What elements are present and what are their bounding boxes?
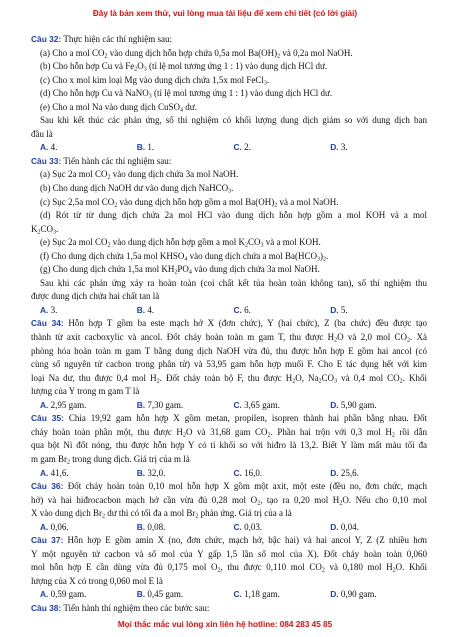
question-number: Câu 33: [31,155,62,166]
question-line [31,196,427,210]
answer-option [330,467,427,481]
answer-option [40,141,137,155]
answer-option [40,304,137,318]
answer-options [31,588,427,602]
question-text: Sau khi các phản ứng xảy ra hoàn toàn (coi chất kết tủa hoàn toàn không tan), số thí nghiệm thu [40,277,427,288]
question-text: m gam $Br_2$ trong dung dịch. Giá trị của m là [31,453,190,466]
question-text: đầu là [31,128,53,139]
option-value: 0,59 gam. [48,589,87,600]
question-text: hở) và hai hiđrocacbon mạch hở cần vừa đủ 0,28 mol $O_2$, tạo ra 0,20 mol $H_2O$. Nếu cho 0,10 mol [31,494,427,507]
question-text: Hỗn hợp T gồm ba este mạch hở X (đơn chức), Y (hai chức), Z (ba chức) đều được tạo [68,318,428,329]
question-block [31,412,427,480]
option-letter: B. [136,304,146,315]
option-letter: C. [233,142,242,153]
question-text: được dung dịch chứa hai chất tan là [31,291,160,302]
question-text: (b) Cho dung dịch NaOH dư vào dung dịch NaHCO$_3$. [40,183,234,195]
question-block [31,480,427,534]
option-value: 25,6. [338,467,359,478]
question-number: Câu 32: [31,34,62,44]
option-letter: B. [136,521,146,532]
option-letter: B. [136,142,146,153]
question-text: Chia 19,92 gam hỗn hợp X gồm metan, propilen, isopren thành hai phần bằng nhau. Đốt [68,413,427,424]
option-value: 2,95 gam. [48,399,87,410]
question-line [31,345,427,359]
question-text: (c) Sục 2,5a mol $CO_2$ vào dung dịch hỗn hợp gồm a mol $Ba(OH)_2$ và a mol NaOH. [40,196,339,209]
question-block [31,33,427,155]
question-text: Đốt cháy hoàn toàn 0,10 mol hỗn hợp X gồm một axit, một este (đều no, đơn chức, mạch [67,481,427,492]
question-text: loại Na dư, thu được 0,4 mol $H_2$. Đốt cháy toàn bộ F, thu được $H_2O$, $Na_2CO_3$ và 0,4 mol $CO_2$. Khối [31,372,427,385]
question-line [31,74,427,88]
answer-options [31,141,427,155]
answer-option [330,141,427,155]
question-text: (e) Sục 2a mol $CO_2$ vào dung dịch hỗn hợp gồm a mol $K_2CO_3$ và a mol KOH. [40,237,321,249]
option-letter: B. [136,399,146,410]
question-number: Câu 35: [31,413,64,424]
question-text: X vào dung dịch $Br_2$ dư thì có tối đa a mol $Br_2$ phản ứng. Giá trị của a là [31,508,292,520]
option-value: 3,65 gam. [241,399,280,410]
question-line [31,548,427,562]
option-letter: B. [136,467,146,478]
answer-option [234,467,331,481]
option-letter: C. [233,589,242,600]
question-text: Y một nguyên tử cacbon và số mol của Y gấp 1,5 lần số mol của X). Đốt cháy hoàn toàn 0,060 [31,548,427,559]
question-block [31,602,427,616]
option-letter: A. [40,467,49,478]
answer-option [234,588,331,602]
preview-notice-banner: Đây là bản xem thử, vui lòng mua tài liệu để xem chi tiết (có lời giải) [92,9,358,18]
question-number: Câu 38: [31,602,62,613]
answer-option [137,141,234,155]
option-value: 0,04. [338,521,359,532]
hotline-footer-banner: Mọi thắc mắc vui lòng xin liên hệ hotline: 084 283 45 85 [117,620,333,629]
question-line [31,101,427,115]
question-text: (b) Cho hỗn hợp Cu và $Fe_2O_3$ (tỉ lệ mol tương ứng 1 : 1) vào dung dịch HCl dư. [40,61,328,73]
option-letter: B. [136,589,146,600]
question-text: Thực hiện các thí nghiệm sau: [63,34,172,44]
question-line [31,385,427,399]
answer-option [234,399,331,413]
option-value: 5,90 gam. [338,399,377,410]
question-number: Câu 37: [31,535,64,546]
option-letter: D. [330,142,339,153]
question-line [31,372,427,386]
question-block [31,534,427,602]
question-block [31,317,427,412]
answer-option [234,304,331,318]
answer-options [31,304,427,318]
option-value: 32,0. [145,467,166,478]
question-line [31,128,427,142]
question-line [31,439,427,453]
question-text: thành từ axit cacboxylic và ancol. Đốt cháy hoàn toàn m gam T, thu được $H_2O$ và 2,0 mol $CO_2$. Xà [31,332,427,344]
answer-option [330,399,427,413]
question-text: (e) Cho a mol Na vào dung dịch CuSO$_4$ dư. [40,101,197,114]
question-text: (g) Cho dung dịch chứa 1,5a mol $KH_2PO_4$ vào dung dịch chứa 3a mol NaOH. [40,264,320,276]
answer-option [330,521,427,535]
option-letter: A. [40,304,49,315]
option-value: 4. [145,304,155,315]
question-line [31,263,427,277]
answer-options [31,399,427,413]
question-text: Sau khi kết thúc các phản ứng, số thí nghiệm có khối lượng dung dịch giảm so với dung dịch ban [40,115,427,126]
question-line [31,480,427,494]
question-text: (d) Cho hỗn hợp Cu và NaNO$_3$ (tỉ lệ mol tương ứng 1 : 1) vào dung dịch HCl dư. [40,88,333,100]
document-body [31,33,427,616]
answer-option [330,304,427,318]
answer-option [40,399,137,413]
option-value: 2. [241,142,251,153]
question-line [31,331,427,345]
answer-option [137,521,234,535]
option-letter: D. [330,399,339,410]
question-text: (d) Rót từ từ dung dịch chứa 2a mol HCl vào dung dịch hỗn hợp gồm a mol KOH và a mol [40,210,427,221]
option-letter: D. [330,521,339,532]
option-value: 0,45 gam. [145,589,184,600]
question-text: mol hỗn hợp E cần dùng vừa đủ 0,175 mol $O_2$, thu được 0,110 mol $CO_2$ và 0,180 mol $H_2O$. Khối [31,562,428,574]
option-value: 0,90 gam. [338,589,377,600]
question-line [31,534,427,548]
question-text: qua bột Ni đốt nóng, thu được hỗn hợp Y có tỉ khối so với hiđro là 13,2. Biết Y làm mất màu tối đa [31,440,427,451]
question-text: Tiến hành thí nghiệm theo các bước sau: [63,602,210,613]
question-block [31,155,427,318]
question-line [31,250,427,264]
question-text: (f) Cho dung dịch chứa 1,5a mol $KHSO_4$ vào dung dịch chứa a mol $Ba(HCO_3)_2$. [40,250,329,263]
answer-option [137,467,234,481]
option-letter: A. [40,589,49,600]
question-line [31,236,427,250]
option-value: 41,6. [48,467,69,478]
question-line [31,494,427,508]
question-line [31,182,427,196]
question-line [31,290,427,304]
question-text: cháy hoàn toàn phần một, thu được $H_2O$ và 31,68 gam $CO_2$. Phần hai trộn với 0,3 mol $H_2$ rồi dẫn [31,426,427,439]
question-line [31,114,427,128]
option-value: 1,18 gam. [241,589,280,600]
answer-option [330,588,427,602]
question-line [31,277,427,291]
question-text: (c) Cho x mol kim loại Mg vào dung dịch chứa 1,5x mol FeCl$_3$. [40,74,270,87]
question-text: lượng của Y trong m gam T là [31,386,140,397]
option-letter: C. [233,521,242,532]
answer-options [31,521,427,535]
option-value: 3. [338,142,348,153]
answer-option [137,399,234,413]
question-number: Câu 34: [31,318,64,329]
question-line [31,412,427,426]
question-line [31,47,427,61]
question-line [31,602,427,616]
question-line [31,155,427,169]
option-value: 0,06. [48,521,69,532]
option-letter: A. [40,399,49,410]
question-line [31,168,427,182]
question-text: phòng hóa hoàn toàn m gam T bằng dung dịch NaOH vừa đủ, thu được hỗn hợp E gồm hai ancol (có [31,345,427,356]
option-letter: C. [233,399,242,410]
option-value: 7,30 gam. [145,399,184,410]
answer-option [234,521,331,535]
answer-option [137,588,234,602]
question-line [31,358,427,372]
question-line [31,575,427,589]
option-value: 0,08. [145,521,166,532]
answer-option [234,141,331,155]
question-line [31,426,427,440]
question-line [31,317,427,331]
option-value: 6. [241,304,251,315]
option-letter: D. [330,589,339,600]
option-value: 5. [338,304,348,315]
answer-options [31,467,427,481]
option-value: 4. [48,142,58,153]
question-line [31,223,427,237]
question-line [31,33,427,47]
option-letter: C. [233,304,242,315]
question-line [31,209,427,223]
option-value: 3. [48,304,58,315]
answer-option [40,467,137,481]
question-line [31,87,427,101]
option-value: 1. [145,142,155,153]
question-text: $K_2CO_3$. [31,223,59,236]
question-line [31,561,427,575]
question-text: (a) Sục 2a mol $CO_2$ vào dung dịch chứa 3a mol NaOH. [40,169,239,181]
answer-option [137,304,234,318]
option-value: 0,03. [241,521,263,532]
option-letter: A. [40,521,49,532]
question-text: cùng số nguyên tử cacbon trong phân tử) và 53,95 gam hỗn hợp muối F. Cho E tác dụng hết với kim [31,359,427,370]
option-letter: C. [233,467,242,478]
option-letter: A. [40,142,49,153]
option-value: 16,0. [241,467,263,478]
question-line [31,453,427,467]
question-line [31,60,427,74]
question-text: lượng của X có trong 0,060 mol E là [31,575,163,586]
question-line [31,507,427,521]
question-number: Câu 36: [31,481,64,492]
option-letter: D. [330,304,339,315]
question-text: Tiến hành các thí nghiệm sau: [63,155,172,166]
question-text: Hỗn hợp E gồm amin X (no, đơn chức, mạch hở, bậc hai) và hai ancol Y, Z (Z nhiều hơn [67,535,427,546]
answer-option [40,588,137,602]
answer-option [40,521,137,535]
question-text: (a) Cho a mol $CO_2$ vào dung dịch hỗn hợp chứa 0,5a mol $Ba(OH)_2$ và 0,2a mol NaOH. [40,47,353,60]
option-letter: D. [330,467,339,478]
